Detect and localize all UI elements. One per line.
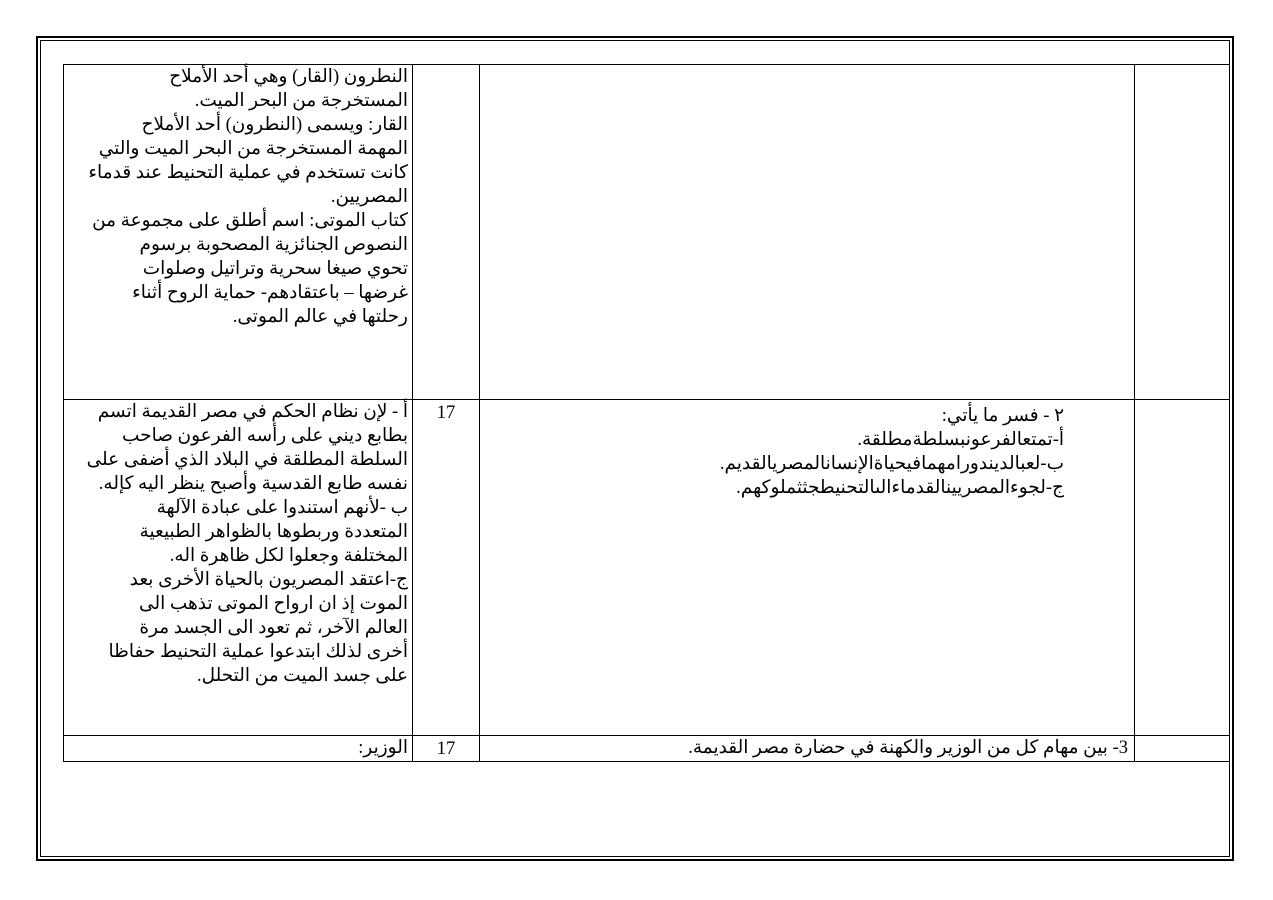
- answer-line: كانت تستخدم في عملية التحنيط عند قدماء: [88, 163, 408, 183]
- question-subitem: ج-لجوءالمصريينالقدماءالىالتحنيطجثثملوكهم.: [736, 478, 1064, 498]
- answer-line: الموت إذ ان ارواح الموتى تذهب الى: [139, 594, 408, 614]
- answer-cell: [64, 736, 413, 762]
- answer-cell: [64, 65, 413, 400]
- question-cell: [480, 65, 1135, 400]
- question-subitem: أ-تمتعالفرعونبسلطةمطلقة.: [857, 430, 1064, 450]
- answer-line: غرضها – باعتقادهم- حماية الروح أثناء: [132, 283, 408, 303]
- question-title: 3- بين مهام كل من الوزير والكهنة في حضارة مصر القديمة.: [688, 738, 1128, 758]
- answer-line: السلطة المطلقة في البلاد الذي أضفى على: [86, 450, 408, 470]
- answer-line: أ - لإن نظام الحكم في مصر القديمة اتسم: [97, 402, 408, 422]
- answer-line: تحوي صيغا سحرية وتراتيل وصلوات: [142, 259, 408, 279]
- marks-value: 17: [436, 739, 456, 759]
- marks-cell: [413, 65, 480, 400]
- answer-line: ج-اعتقد المصريون بالحياة الأخرى بعد: [129, 570, 408, 590]
- answer-line: رحلتها في عالم الموتى.: [232, 307, 408, 327]
- table-row: [64, 736, 1230, 762]
- question-cell: [480, 736, 1135, 762]
- answer-cell: [64, 400, 413, 736]
- blank-cell: [1135, 400, 1230, 736]
- answer-line: ب -لأنهم استندوا على عبادة الآلهة: [156, 498, 408, 518]
- answer-line: كتاب الموتى: اسم أطلق على مجموعة من: [92, 211, 408, 231]
- marks-cell: [413, 400, 480, 736]
- answer-line: القار: ويسمى (النطرون) أحد الأملاح: [141, 115, 408, 135]
- blank-cell: [1135, 65, 1230, 400]
- marks-cell: [413, 736, 480, 762]
- answer-line: المستخرجة من البحر الميت.: [194, 91, 408, 111]
- answer-line: أخرى لذلك ابتدعوا عملية التحنيط حفاظا: [108, 642, 408, 662]
- answer-line: المصريين.: [330, 187, 408, 207]
- question-title: ٢ - فسر ما يأتي:: [941, 406, 1064, 426]
- table-row: [64, 400, 1230, 736]
- answer-line: نفسه طابع القدسية وأصبح ينظر اليه كإله.: [98, 474, 408, 494]
- table-row: [64, 65, 1230, 400]
- answer-line: الوزير:: [358, 738, 408, 758]
- answer-line: النصوص الجنائزية المصحوبة برسوم: [139, 235, 408, 255]
- answer-line: المهمة المستخرجة من البحر الميت والتي: [98, 139, 408, 159]
- answer-line: المتعددة وربطوها بالظواهر الطبيعية: [139, 522, 408, 542]
- answer-line: النطرون (القار) وهي أحد الأملاح: [169, 67, 408, 87]
- blank-cell: [1135, 736, 1230, 762]
- question-block: [480, 400, 1134, 500]
- question-subitem: ب-لعبالديندورامهمافيحياةالإنسانالمصريالقديم.: [719, 454, 1064, 474]
- marks-value: [413, 65, 479, 66]
- marks-value: 17: [436, 403, 456, 423]
- answer-key-table: [63, 64, 1230, 762]
- question-cell: [480, 400, 1135, 736]
- answer-line: العالم الآخر، ثم تعود الى الجسد مرة: [139, 618, 408, 638]
- answer-line: على جسد الميت من التحلل.: [196, 666, 408, 686]
- answer-line: بطابع ديني على رأسه الفرعون صاحب: [121, 426, 408, 446]
- answer-line: المختلفة وجعلوا لكل ظاهرة اله.: [169, 546, 408, 566]
